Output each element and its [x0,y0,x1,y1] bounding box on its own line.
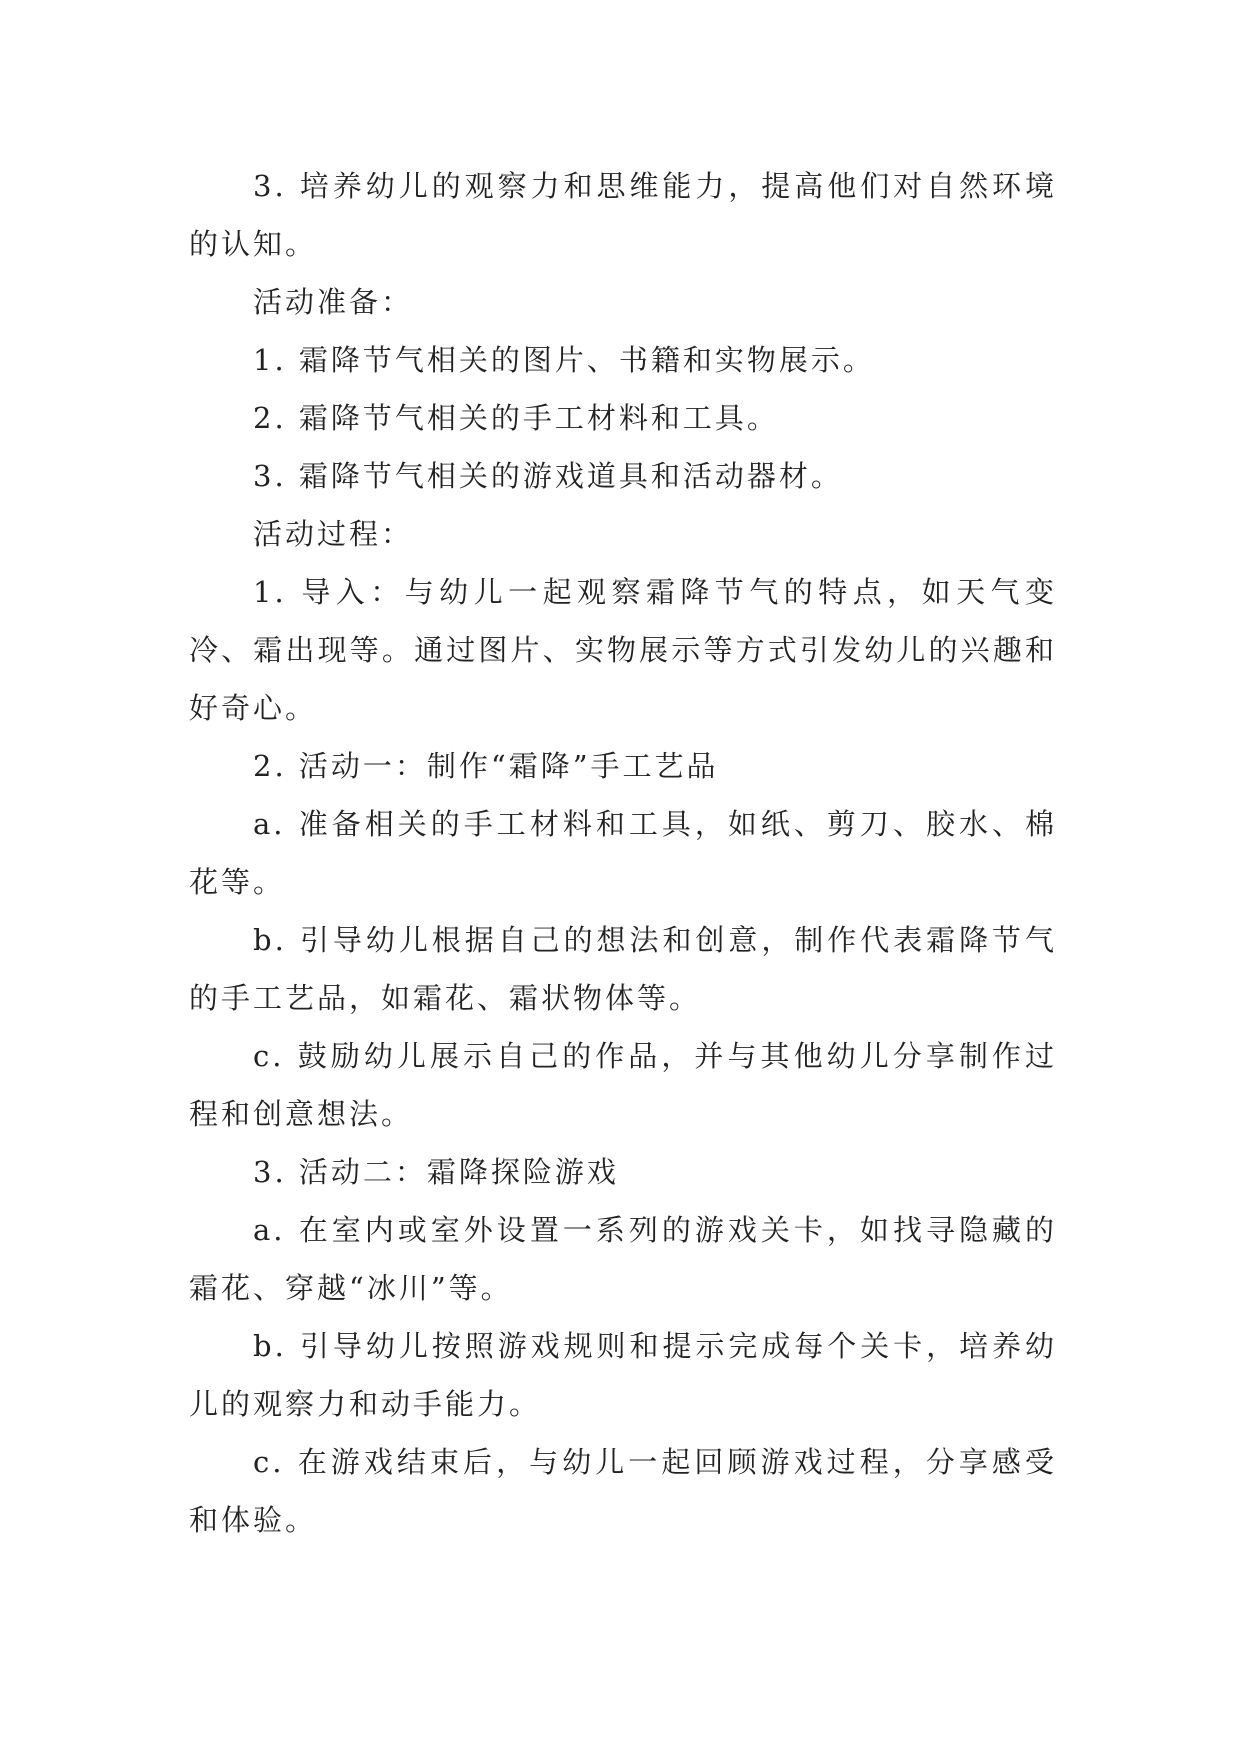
process-step-3-heading: 3. 活动二：霜降探险游戏 [253,1155,619,1189]
process-step-1-intro: 1. 导入：与幼儿一起观察霜降节气的特点，如天气变冷、霜出现等。通过图片、实物展示等方式引发幼儿的兴趣和好奇心。 [189,575,1057,725]
step-2-item-b: b. 引导幼儿根据自己的想法和创意，制作代表霜降节气的手工艺品，如霜花、霜状物体等。 [189,923,1057,1015]
preparation-item-3: 3. 霜降节气相关的游戏道具和活动器材。 [253,459,843,493]
step-3-item-a: a. 在室内或室外设置一系列的游戏关卡，如找寻隐藏的霜花、穿越“冰川”等。 [189,1213,1057,1305]
preparation-item-2: 2. 霜降节气相关的手工材料和工具。 [253,401,779,435]
document-body [189,157,1057,1549]
step-2-item-a: a. 准备相关的手工材料和工具，如纸、剪刀、胶水、棉花等。 [189,807,1057,899]
preparation-item-1: 1. 霜降节气相关的图片、书籍和实物展示。 [253,343,875,377]
process-step-2-heading: 2. 活动一：制作“霜降”手工艺品 [253,749,719,783]
step-3-item-c: c. 在游戏结束后，与幼儿一起回顾游戏过程，分享感受和体验。 [189,1445,1057,1537]
preparation-heading: 活动准备： [253,285,414,319]
objective-3-paragraph: 3. 培养幼儿的观察力和思维能力，提高他们对自然环境的认知。 [189,169,1057,261]
process-heading: 活动过程： [253,517,414,551]
step-3-item-b: b. 引导幼儿按照游戏规则和提示完成每个关卡，培养幼儿的观察力和动手能力。 [189,1329,1057,1421]
step-2-item-c: c. 鼓励幼儿展示自己的作品，并与其他幼儿分享制作过程和创意想法。 [189,1039,1057,1131]
